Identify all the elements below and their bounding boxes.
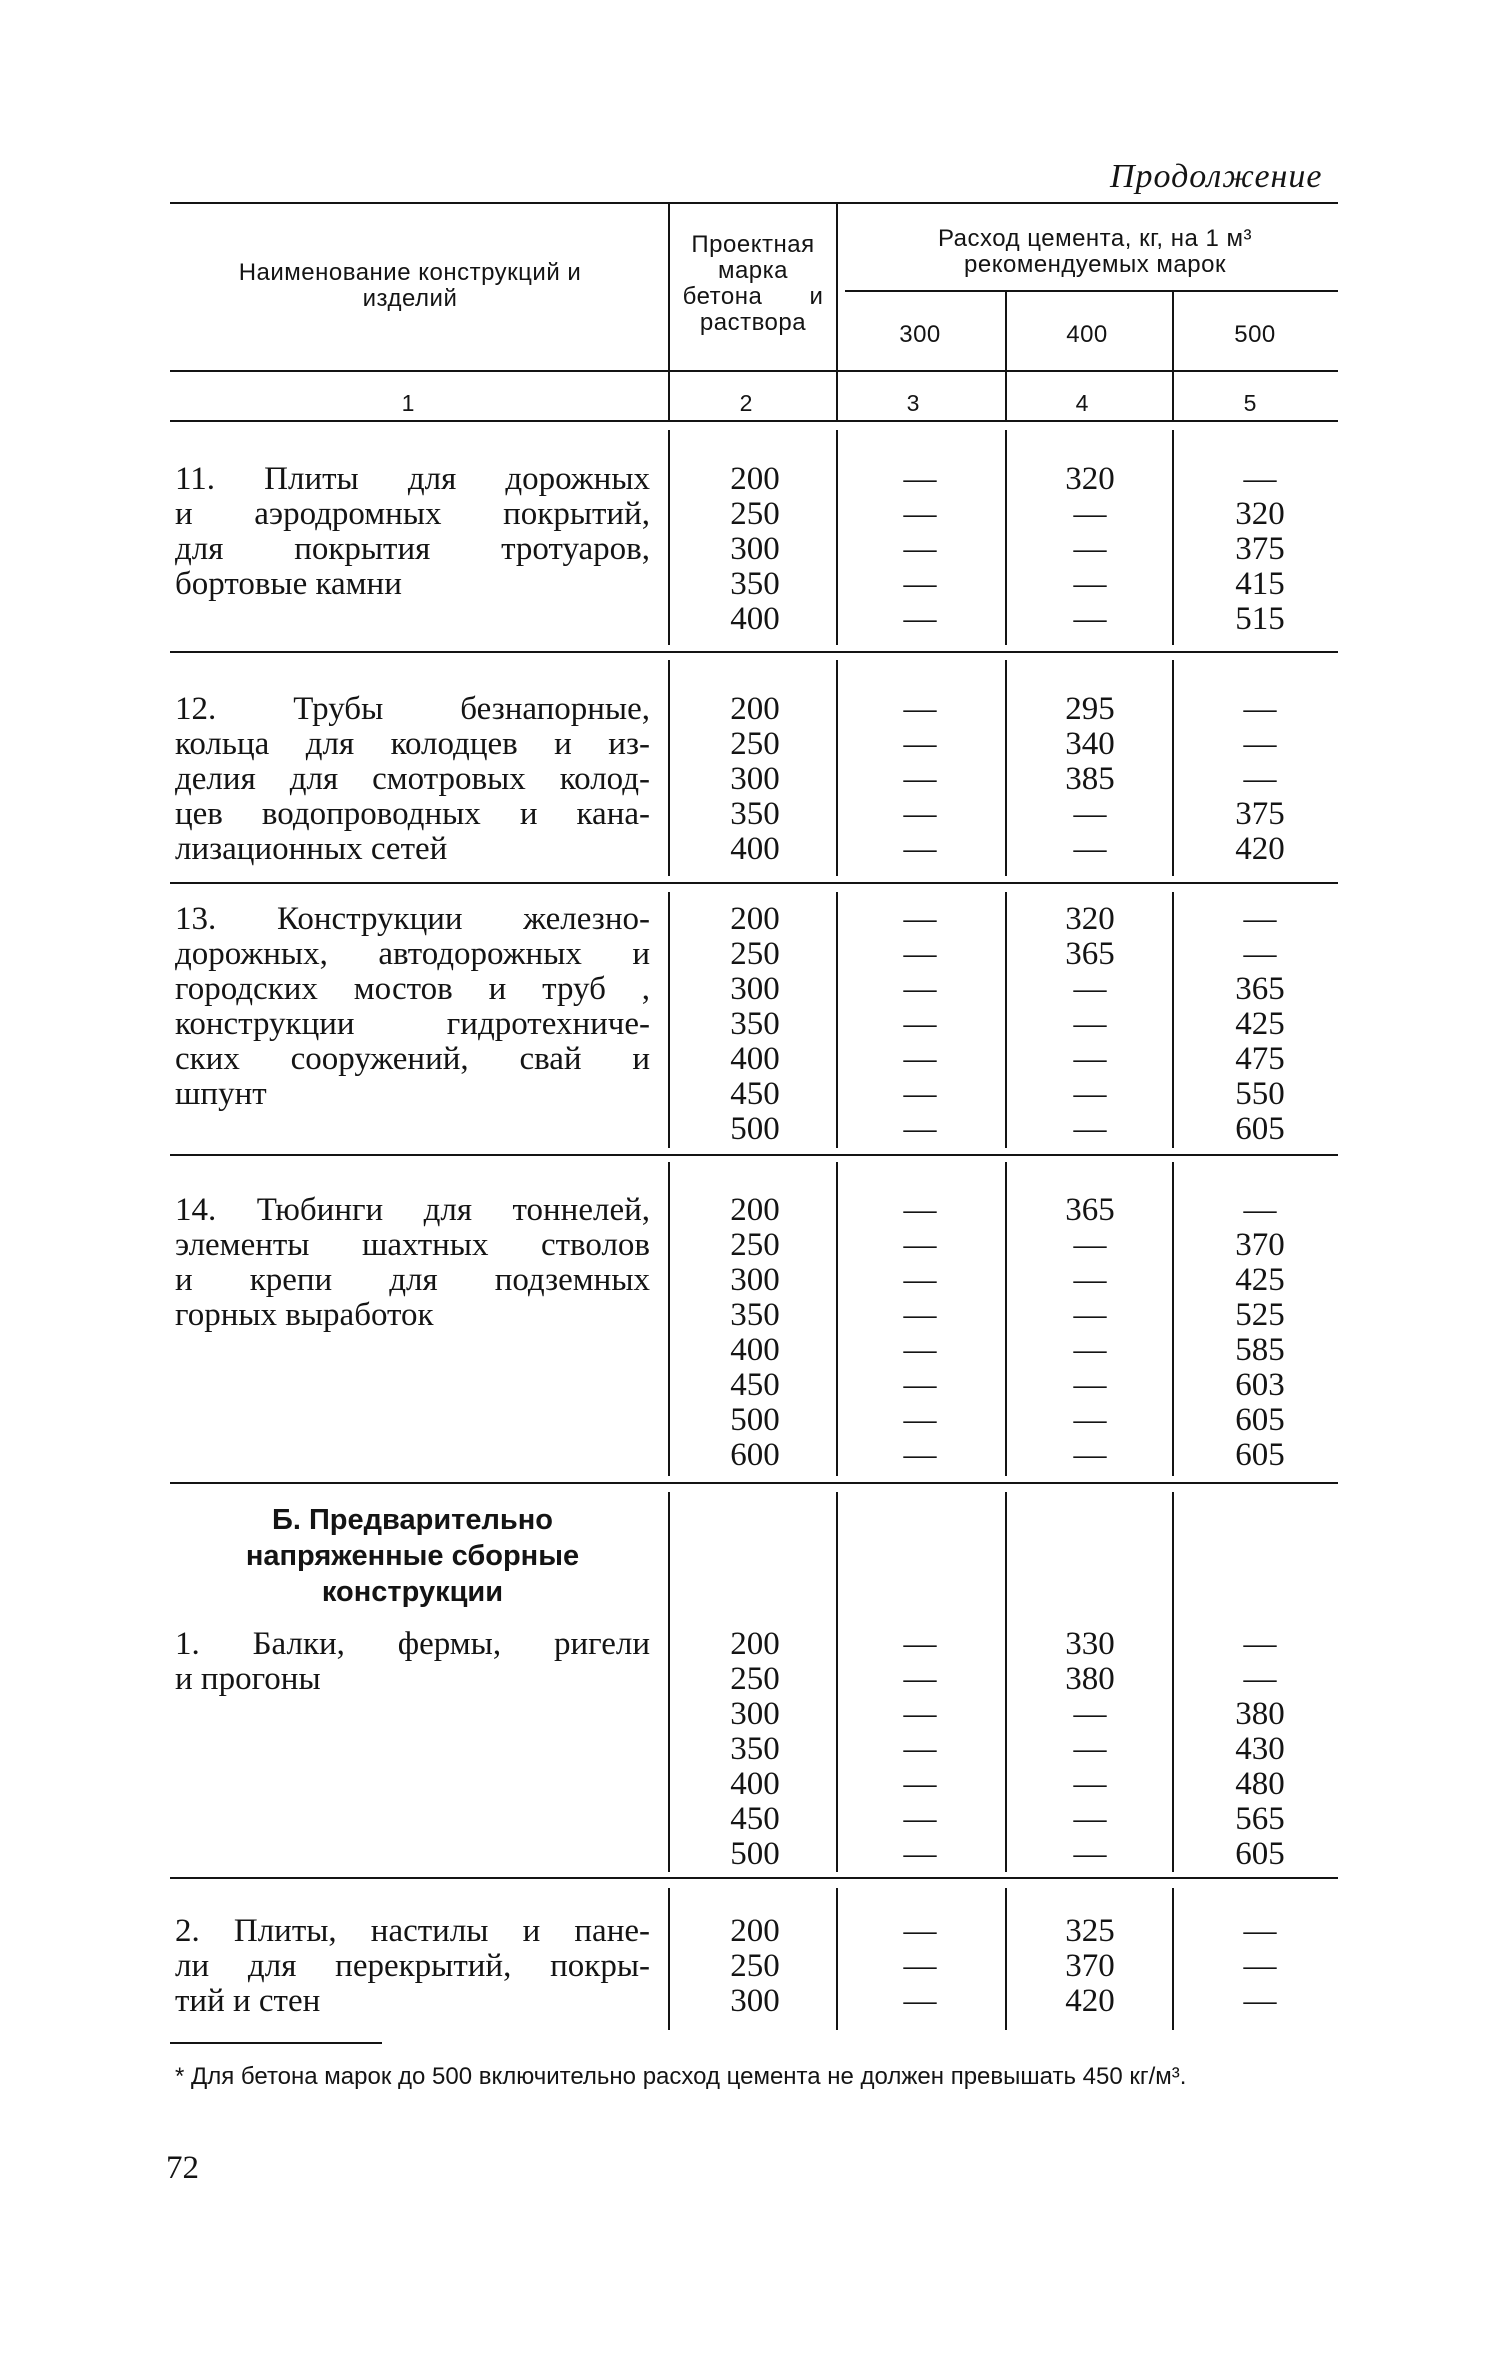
grade-column: 200 250 300 350 400	[730, 461, 780, 637]
cement-500-column: — — —	[1243, 1913, 1277, 2019]
cement-500-column: — — 380 430 480 565 605	[1235, 1626, 1285, 1872]
column-number: 5	[1243, 390, 1257, 416]
cement-500-column: — 320 375 415 515	[1235, 461, 1285, 637]
cement-300-column: — — — — —	[903, 461, 937, 637]
column-rule	[1005, 660, 1007, 876]
cement-400-column: 295 340 385 — —	[1065, 691, 1115, 867]
column-rule	[1172, 892, 1174, 1148]
grade-column: 200 250 300 350 400	[730, 691, 780, 867]
column-rule	[1172, 1492, 1174, 1872]
footnote-rule	[170, 2042, 382, 2044]
cement-300-column: — — — — — — —	[903, 901, 937, 1147]
column-rule	[1172, 1162, 1174, 1476]
page-number: 72	[166, 2150, 199, 2186]
grade-column: 200 250 300 350 400 450 500	[730, 1626, 780, 1872]
footnote: * Для бетона марок до 500 включительно расход цемента не должен превышать 450 кг/м³.	[175, 2063, 1187, 2090]
column-rule	[836, 1888, 838, 2030]
header-col5: 500	[1234, 321, 1276, 348]
cement-400-column: 320 — — — —	[1065, 461, 1115, 637]
header-col1: Наименование конструкций и изделий	[238, 259, 582, 312]
column-rule	[668, 430, 670, 645]
column-rule	[836, 892, 838, 1148]
cement-400-column: 325 370 420	[1065, 1913, 1115, 2019]
grade-column: 200 250 300 350 400 450 500	[730, 901, 780, 1147]
column-rule	[1172, 1888, 1174, 2030]
header-col4: 400	[1066, 321, 1108, 348]
column-rule	[668, 892, 670, 1148]
cement-500-column: — — — 375 420	[1235, 691, 1285, 867]
section-heading: Б. Предварительно напряженные сборные конструкции	[245, 1504, 580, 1608]
cement-400-column: 330 380 — — — — —	[1065, 1626, 1115, 1872]
row-name: 12. Трубы безнапорные, кольца для колодцев и из- делия для смотровых колод- цев водопроводных и кана- лизационных сетей	[175, 691, 650, 867]
column-rule	[668, 1492, 670, 1872]
cement-500-column: — 370 425 525 585 603 605 605	[1235, 1192, 1285, 1473]
header-col3: 300	[899, 321, 941, 348]
column-number: 1	[401, 390, 415, 416]
column-rule	[1005, 1492, 1007, 1872]
column-rule	[668, 660, 670, 876]
column-rule	[1005, 1162, 1007, 1476]
column-number: 3	[906, 390, 920, 416]
column-number: 2	[739, 390, 753, 416]
cement-400-column: 320 365 — — — — —	[1065, 901, 1115, 1147]
column-rule	[668, 1888, 670, 2030]
column-rule	[1172, 660, 1174, 876]
column-rule	[1005, 892, 1007, 1148]
column-rule	[836, 1492, 838, 1872]
row-name: 13. Конструкции железно- дорожных, автодорожных и городских мостов и труб , конструкции гидротехниче- ских сооружений, свай и шпунт	[175, 901, 650, 1112]
column-rule	[1005, 430, 1007, 645]
row-name: 2. Плиты, настилы и пане- ли для перекрытий, покры- тий и стен	[175, 1913, 650, 2019]
grade-column: 200 250 300	[730, 1913, 780, 2019]
cement-500-column: — — 365 425 475 550 605	[1235, 901, 1285, 1147]
column-rule	[1172, 430, 1174, 645]
cement-300-column: — — — — — — — —	[903, 1192, 937, 1473]
header-col2: Проектная марка бетона и раствора	[682, 231, 824, 336]
column-rule	[836, 430, 838, 645]
cement-300-column: — — —	[903, 1913, 937, 2019]
column-rule	[1005, 1888, 1007, 2030]
column-rule	[836, 660, 838, 876]
continuation-label: Продолжение	[1110, 158, 1323, 195]
column-number: 4	[1075, 390, 1089, 416]
row-name: 11. Плиты для дорожных и аэродромных покрытий, для покрытия тротуаров, бортовые камни	[175, 461, 650, 602]
row-name: 14. Тюбинги для тоннелей, элементы шахтных стволов и крепи для подземных горных выработок	[175, 1192, 650, 1333]
header-col-group: Расход цемента, кг, на 1 м³ рекомендуемых марок	[937, 225, 1253, 278]
cement-300-column: — — — — — — —	[903, 1626, 937, 1872]
cement-400-column: 365 — — — — — — —	[1065, 1192, 1115, 1473]
column-rule	[836, 1162, 838, 1476]
cement-300-column: — — — — —	[903, 691, 937, 867]
row-name: 1. Балки, фермы, ригели и прогоны	[175, 1626, 650, 1697]
grade-column: 200 250 300 350 400 450 500 600	[730, 1192, 780, 1473]
column-rule	[668, 1162, 670, 1476]
